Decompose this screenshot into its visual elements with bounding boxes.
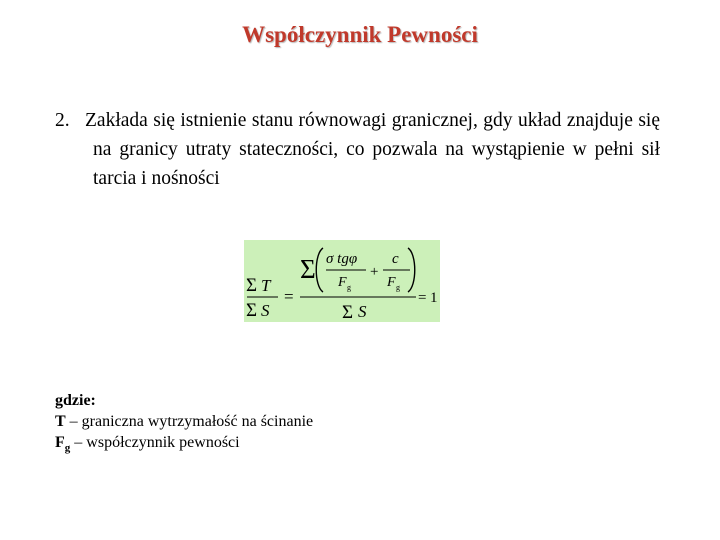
formula-plus: +	[370, 264, 379, 280]
slide-title: Współczynnik Pewności	[242, 22, 478, 47]
formula-sum-t-symbol: Σ	[246, 275, 258, 296]
legend-text-fg: – współczynnik pewności	[70, 434, 240, 451]
formula-c: c	[392, 251, 399, 267]
formula-equals-2: =	[418, 290, 427, 306]
formula-left-paren	[316, 248, 323, 292]
legend-symbol-t: T	[55, 413, 66, 430]
legend-heading: gdzie:	[55, 392, 96, 409]
formula-sum-numerator: Σ	[300, 254, 316, 284]
definition-point	[55, 106, 660, 193]
legend-text-t: – graniczna wytrzymałość na ścinanie	[65, 413, 314, 430]
formula-s-symbol: S	[261, 301, 270, 320]
formula-graphic	[244, 240, 440, 322]
legend-item-fg	[55, 432, 313, 459]
legend-subscript-g: g	[64, 442, 71, 455]
safety-factor-formula	[244, 240, 440, 322]
point-number: 2.	[55, 110, 70, 131]
formula-equals-1: =	[284, 287, 294, 306]
formula-fg-1: F	[338, 275, 347, 290]
formula-one: 1	[430, 290, 438, 306]
formula-denominator-s: S	[358, 302, 367, 321]
legend-symbol-f: F	[55, 434, 65, 451]
formula-t-symbol: T	[261, 276, 271, 295]
formula-g-sub-1: g	[347, 283, 351, 292]
formula-sigma-tgphi: σ tgφ	[326, 251, 358, 267]
formula-sum-s-symbol: Σ	[246, 300, 258, 321]
formula-sum-denominator: Σ	[342, 302, 354, 322]
formula-g-sub-2: g	[396, 283, 400, 292]
formula-fg-2: F	[387, 275, 396, 290]
point-text: Zakłada się istnienie stanu równowagi granicznej, gdy układ znajduje się na granicy utraty stateczności, co pozwala na wystąpienie w pełni sił tarcia i nośności	[85, 110, 660, 189]
legend-item-t	[55, 411, 313, 432]
legend	[55, 390, 313, 459]
